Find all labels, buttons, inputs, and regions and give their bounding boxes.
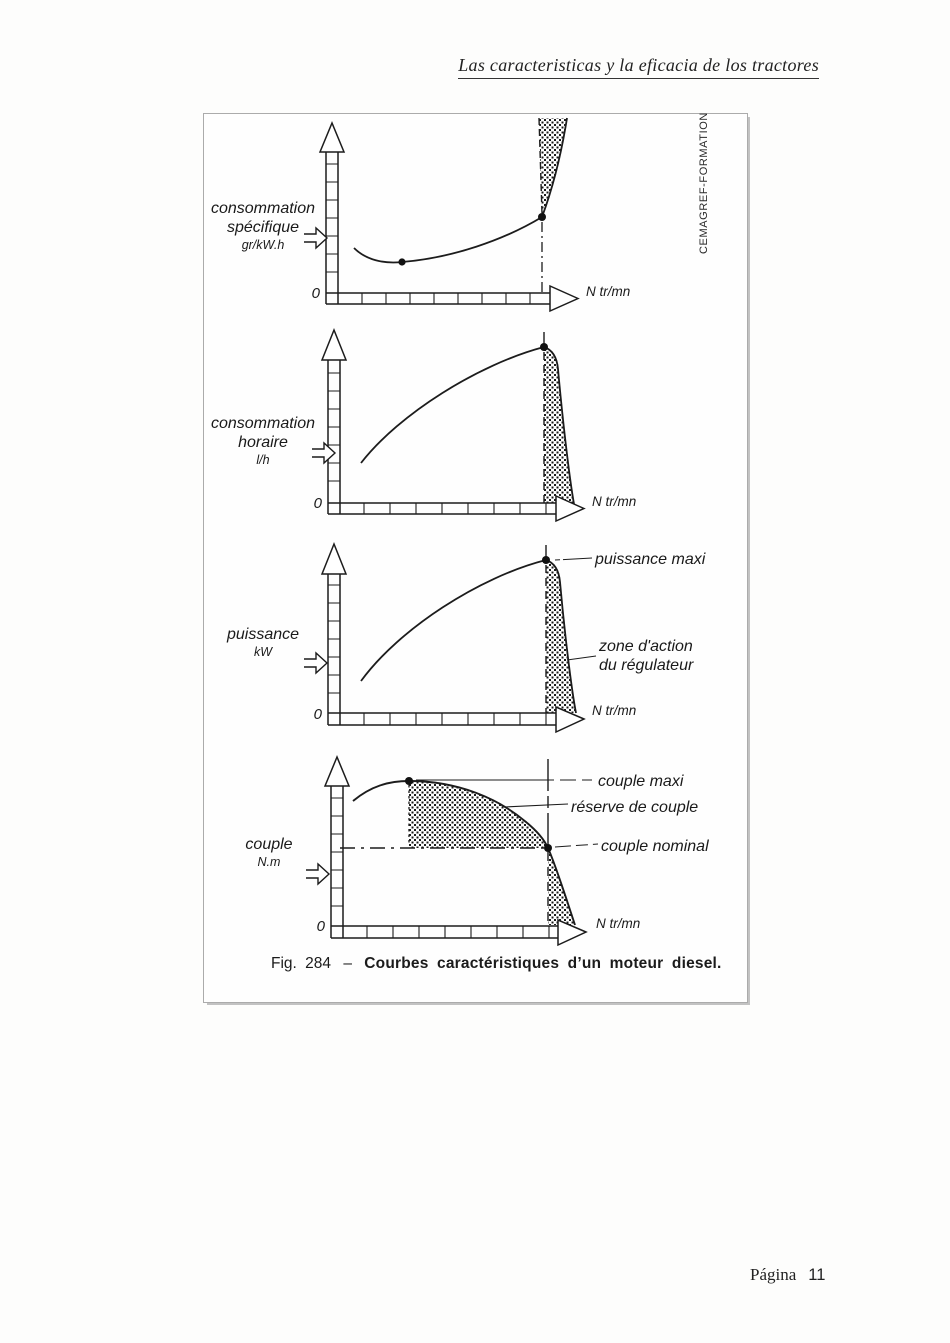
page-number: 11 [808,1266,826,1284]
caption-figure-number: Fig. 284 [271,955,332,972]
origin-label: 0 [313,495,322,512]
x-axis-arrowhead [550,286,578,311]
annotation-puissance-maxi: puissance maxi [595,551,706,568]
chart-torque [306,757,598,945]
chart-power [304,544,596,732]
y-unit: l/h [256,453,270,467]
governor-zone-area [539,118,567,217]
x-axis-unit: N tr/mn [586,284,631,299]
annotation-couple-maxi: couple maxi [598,773,684,790]
page-footer [750,1265,825,1285]
y-axis-arrowhead [322,544,346,574]
max-hourly-consumption-point [540,343,548,351]
figure-caption [271,955,722,973]
origin-label: 0 [313,706,322,723]
y-unit: kW [253,645,273,659]
y-axis-label-torque [208,835,330,870]
caption-dash: – [343,955,352,972]
annotation-reserve-de-couple: réserve de couple [571,799,699,816]
max-power-point [542,556,550,564]
y-axis-label-power [204,625,322,660]
max-torque-point [405,777,413,785]
y-label-line1: puissance [226,626,300,643]
origin-label: 0 [316,918,325,935]
torque-reserve-area [409,781,548,848]
y-label-line1: consommation [210,415,316,432]
y-axis-label-specific-consumption [204,199,322,253]
y-label-line1: consommation [210,200,316,217]
y-label-line1: couple [245,836,293,853]
watermark-cemagref-formation: CEMAGREF-FORMATION [698,112,710,254]
specific-consumption-curve [354,217,542,262]
annotation-line1: zone d'action [599,638,693,655]
chart-specific-consumption [304,118,578,311]
y-label-line2: horaire [238,434,288,451]
y-axis-arrowhead [325,757,349,786]
y-axis-arrowhead [322,330,346,360]
minimum-consumption-point [398,258,405,265]
figure-box [203,113,748,1003]
caption-text: Courbes caractéristiques d’un moteur diesel. [364,955,722,972]
origin-label: 0 [311,285,320,302]
y-unit: gr/kW.h [241,238,285,252]
x-axis-unit: N tr/mn [592,703,637,718]
annotation-line2: du régulateur [599,657,694,674]
page-title: Las caracteristicas y la eficacia de los tractores [458,55,819,79]
footer-label: Página [750,1265,797,1284]
y-unit: N.m [257,855,281,869]
y-axis-arrowhead [320,123,344,152]
x-axis-unit: N tr/mn [592,494,637,509]
power-curve [361,560,546,681]
nominal-torque-point [544,844,552,852]
y-axis-label-hourly-consumption [204,414,322,468]
annotation-zone-regulateur [599,637,693,675]
x-axis-unit: N tr/mn [596,916,641,931]
rated-speed-point [538,213,546,221]
y-label-line2: spécifique [226,219,300,236]
chart-hourly-consumption [312,330,584,521]
annotation-couple-nominal: couple nominal [601,838,709,855]
hourly-consumption-curve [361,347,544,463]
